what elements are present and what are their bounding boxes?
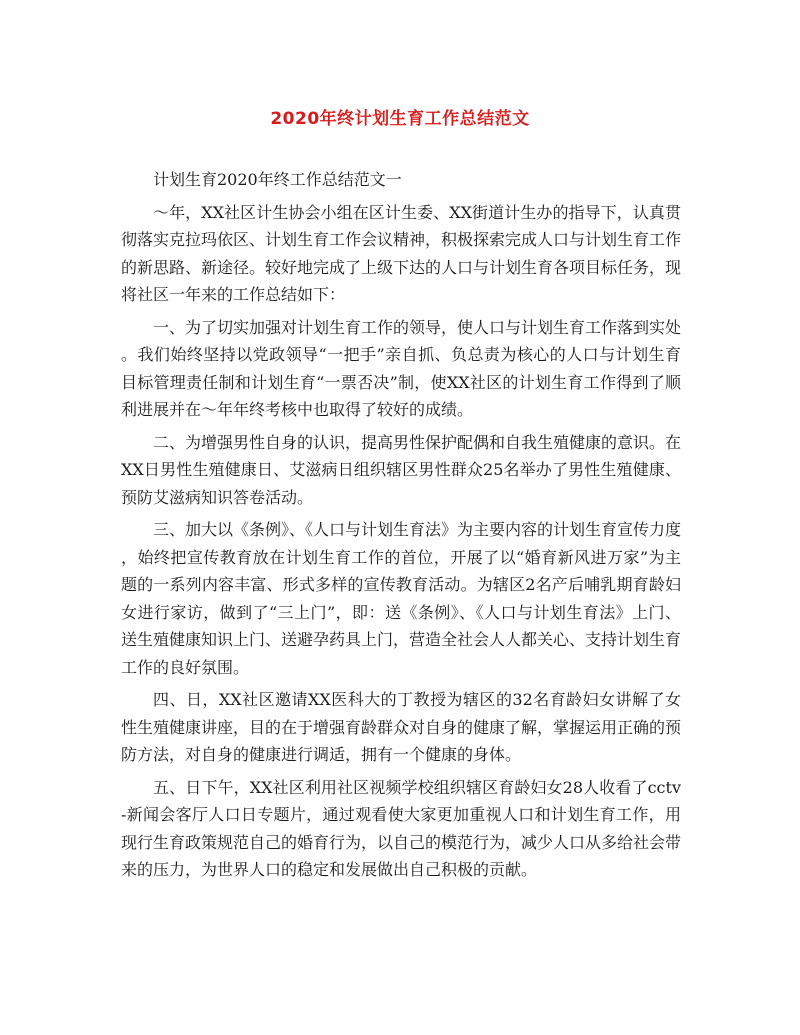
paragraph-item-5: 五、日下午，XX社区利用社区视频学校组织辖区育龄妇女28人收看了cctv-新闻会客厅人口日专题片，通过观看使大家更加重视人口和计划生育工作，用现行生育政策规范自己的婚育行为，以自己的模范行为，减少人口从多给社会带来的压力，为世界人口的稳定和发展做出自己积极的贡献。 (121, 777, 682, 879)
paragraph-item-1: 一、为了切实加强对计划生育工作的领导，使人口与计划生育工作落到实处。我们始终坚持以党政领导“一把手”亲自抓、负总责为核心的人口与计划生育目标管理责任制和计划生育“一票否决”制，使XX社区的计划生育工作得到了顺利进展并在～年年终考核中也取得了较好的成绩。 (121, 317, 682, 419)
section-heading: 计划生育2020年终工作总结范文一 (153, 170, 402, 189)
paragraph-item-4: 四、日，XX社区邀请XX医科大的丁教授为辖区的32名育龄妇女讲解了女性生殖健康讲座，目的在于增强育龄群众对自身的健康了解，掌握运用正确的预防方法，对自身的健康进行调适，拥有一个健康的身体。 (121, 690, 682, 764)
paragraph-intro: ～年，XX社区计生协会小组在区计生委、XX街道计生办的指导下，认真贯彻落实克拉玛依区、计划生育工作会议精神，积极探索完成人口与计划生育工作的新思路、新途径。较好地完成了上级下达的人口与计划生育各项目标任务，现将社区一年来的工作总结如下： (121, 202, 682, 304)
paragraph-item-3: 三、加大以《条例》、《人口与计划生育法》为主要内容的计划生育宣传力度，始终把宣传教育放在计划生育工作的首位，开展了以“婚育新风进万家”为主题的一系列内容丰富、形式多样的宣传教育活动。为辖区2名产后哺乳期育龄妇女进行家访，做到了“三上门”，即：送《条例》、《人口与计划生育法》上门、送生殖健康知识上门、送避孕药具上门，营造全社会人人都关心、支持计划生育工作的良好氛围。 (121, 520, 682, 677)
document-body (121, 166, 681, 889)
document-title: 2020年终计划生育工作总结范文 (270, 109, 530, 129)
paragraph-item-2: 二、为增强男性自身的认识，提高男性保护配偶和自我生殖健康的意识。在XX日男性生殖健康日、艾滋病日组织辖区男性群众25名举办了男性生殖健康、预防艾滋病知识答卷活动。 (121, 432, 682, 507)
